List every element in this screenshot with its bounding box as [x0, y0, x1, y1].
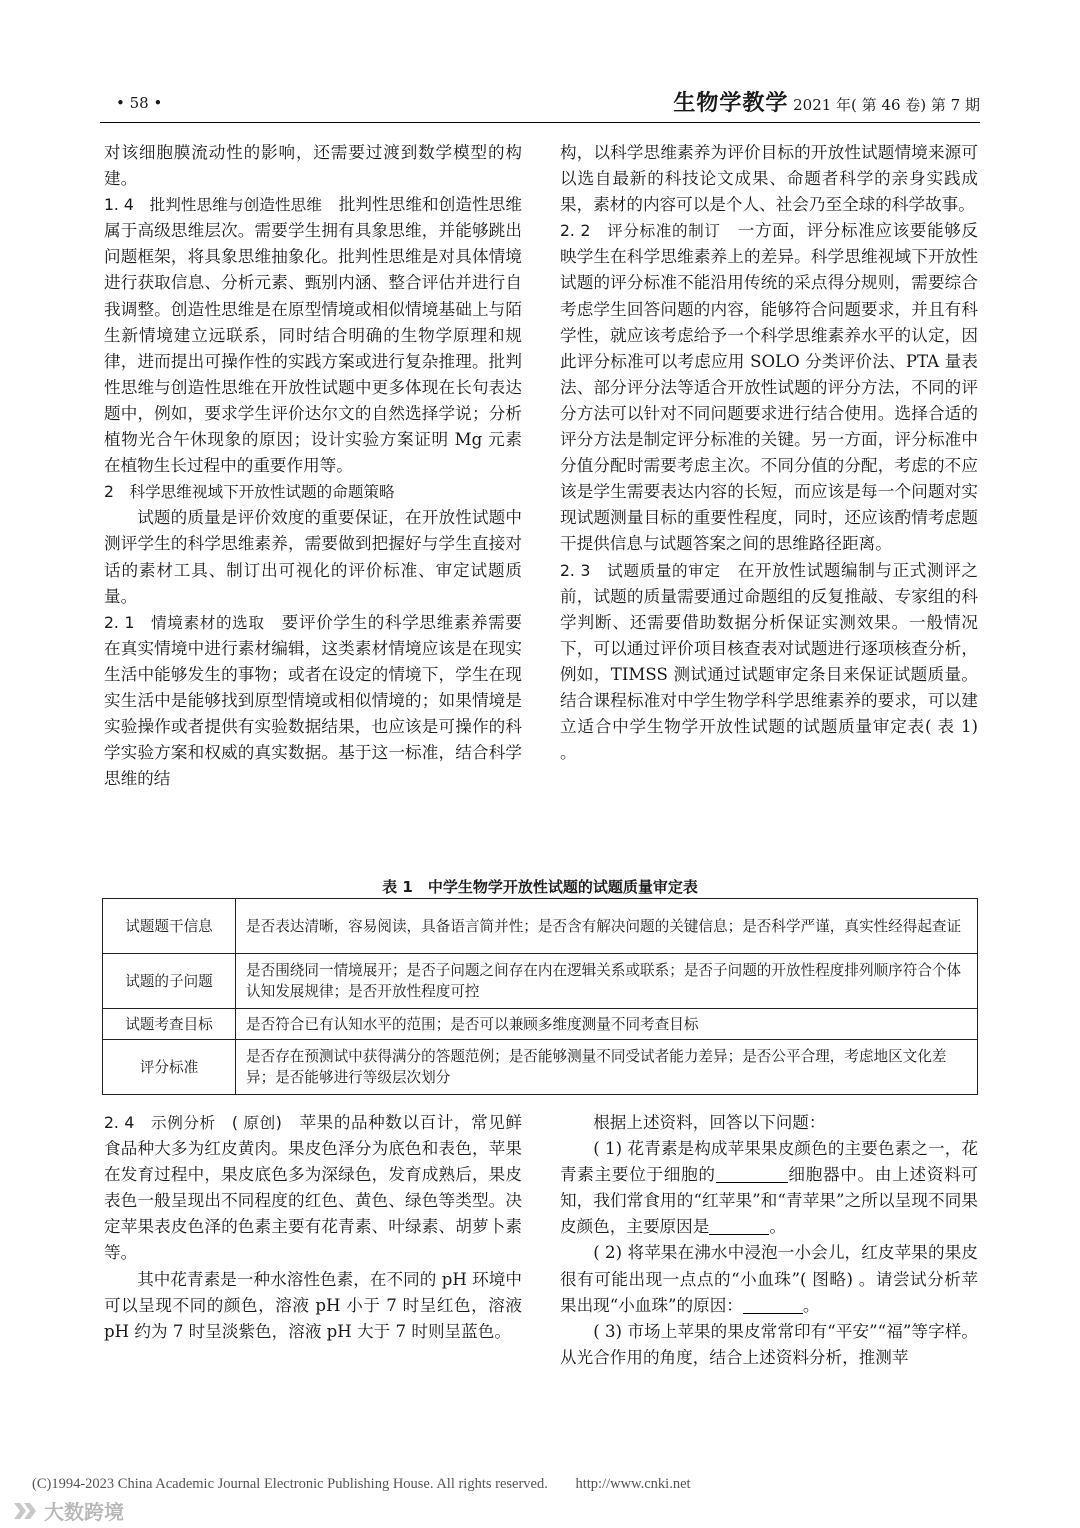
- section-2-2: [560, 218, 978, 557]
- paragraph: 对该细胞膜流动性的影响，还需要过渡到数学模型的构建。: [104, 143, 522, 189]
- section-2-3: [560, 558, 978, 767]
- table-caption: 表 1 中学生物学开放性试题的试题质量审定表: [382, 878, 698, 896]
- question-2: [560, 1240, 978, 1318]
- section-2-4: [104, 1110, 522, 1267]
- section-text: 在开放性试题编制与正式测评之前，试题的质量需要通过命题组的反复推敲、专家组的科学判断、还需要借助数据分析保证实测效果。一般情况下，可以通过评价项目核查表对试题进行逐项核查分析，例如，TIMSS 测试通过试题审定条目来保证试题质量。结合课程标准对中学生物学科学思维素养的要求，可以建立适合中学生物学开放性试题的试题质量审定表( 表 1) 。: [560, 560, 979, 763]
- copyright-footer: [32, 1476, 691, 1493]
- section-text: 苹果的品种数以百计，常见鲜食品种大多为红皮黄肉。果皮色泽分为底色和表色，苹果在发育过程中，果皮底色多为深绿色，发育成熟后，果皮表色一般呈现出不同程度的红色、黄色、绿色等类型。决定苹果表皮色泽的色素主要有花青素、叶绿素、胡萝卜素等。: [104, 1113, 522, 1263]
- table-criteria-cell: 是否围绕同一情境展开；是否子问题之间存在内在逻辑关系或联系；是否子问题的开放性程度排列顺序符合个体认知发展规律；是否开放性程度可控: [236, 954, 978, 1009]
- section-1-4: [104, 192, 522, 479]
- journal-name: 生物学教学: [673, 91, 789, 116]
- journal-info: [673, 86, 980, 117]
- section-title: 2. 3 试题质量的审定: [560, 561, 721, 580]
- question-3: ( 3) 市场上苹果的果皮常常印有“平安”“福”等字样。从光合作用的角度，结合上述资料分析，推测苹: [560, 1321, 978, 1367]
- paragraph: 试题的质量是评价效度的重要保证，在开放性试题中测评学生的科学思维素养，需要做到把握好与学生直接对话的素材工具、制订出可视化的评价标准、审定试题质量。: [104, 508, 522, 606]
- section-heading-2: 2 科学思维视域下开放性试题的命题策略: [104, 483, 395, 502]
- section-text: 批判性思维和创造性思维属于高级思维层次。需要学生拥有具象思维，并能够跳出问题框架，将具象思维抽象化。批判性思维是对具体情境进行获取信息、分析元素、甄别内涵、整合评估并进行自我调整。创造性思维是在原型情境或相似情境基础上与陌生新情境建立远联系，同时结合明确的生物学原理和规律，进而提出可操作性的实践方案或进行复杂推理。批判性思维与创造性思维在开放性试题中更多体现在长句表达题中，例如，要求学生评价达尔文的自然选择学说；分析植物光合午休现象的原因；设计实验方案证明 Mg 元素在植物生长过程中的重要作用等。: [104, 195, 523, 476]
- left-column-top: [104, 140, 522, 792]
- table-criteria-cell: 是否存在预测试中获得满分的答题范例；是否能够测量不同受试者能力差异；是否公平合理，考虑地区文化差异；是否能够进行等级层次划分: [236, 1040, 978, 1095]
- section-text: 要评价学生的科学思维素养需要在真实情境中进行素材编辑，这类素材情境应该是在现实生活中能够发生的事物；或者在设定的情境下，学生在现实生活中是能够找到原型情境或相似情境的；如果情境是实验操作或者提供有实验数据结果，也应该是可操作的科学实验方案和权威的真实数据。基于这一标准，结合科学思维的结: [104, 612, 523, 789]
- section-title: 2. 1 情境素材的选取: [104, 613, 265, 632]
- right-column-bottom: [560, 1110, 978, 1371]
- copyright-text: (C)1994-2023 China Academic Journal Electronic Publishing House. All rights reserved.: [32, 1476, 548, 1492]
- paragraph: 其中花青素是一种水溶性色素，在不同的 pH 环境中可以呈现不同的颜色，溶液 pH 小于 7 时呈红色，溶液 pH 约为 7 时呈淡紫色，溶液 pH 大于 7 时则呈蓝色。: [104, 1269, 522, 1341]
- watermark: [10, 1496, 124, 1525]
- page-number: • 58 •: [116, 94, 163, 112]
- journal-issue: 2021 年( 第 46 卷) 第 7 期: [793, 96, 980, 114]
- section-2-1: [104, 610, 522, 793]
- answer-blank[interactable]: [716, 1164, 788, 1183]
- watermark-text: 大数跨境: [44, 1500, 124, 1524]
- question-text: 。: [769, 1217, 786, 1237]
- question-1: [560, 1136, 978, 1240]
- question-text: ( 2) 将苹果在沸水中浸泡一小会儿，红皮苹果的果皮很有可能出现一点点的“小血珠”( 图略) 。请尝试分析苹果出现“小血珠”的原因：: [560, 1243, 978, 1315]
- question-text: 。: [802, 1295, 820, 1315]
- table-row: [103, 1009, 978, 1040]
- table-row: [103, 899, 978, 954]
- table-row: [103, 954, 978, 1009]
- right-column-top: [560, 140, 978, 766]
- questions-intro: 根据上述资料，回答以下问题：: [593, 1113, 826, 1132]
- section-title: 2. 2 评分标准的制订: [560, 222, 721, 241]
- table-criteria-cell: 是否符合已有认知水平的范围；是否可以兼顾多维度测量不同考查目标: [236, 1009, 978, 1040]
- table-criteria-cell: 是否表达清晰，容易阅读，具备语言简并性；是否含有解决问题的关键信息；是否科学严谨，真实性经得起查证: [236, 899, 978, 954]
- left-column-bottom: [104, 1110, 522, 1345]
- table-item-cell: 评分标准: [103, 1040, 236, 1095]
- question-text: 细胞器中。由上述资料可知，我们常食用的“红苹果”和“青苹果”之所以呈现不同果皮颜色，主要原因是: [560, 1165, 979, 1237]
- answer-blank[interactable]: [709, 1216, 769, 1235]
- table-item-cell: 试题的子问题: [103, 954, 236, 1009]
- section-text: 一方面，评分标准应该要能够反映学生在科学思维素养上的差异。科学思维视域下开放性试题的评分标准不能沿用传统的采点得分规则，需要综合考虑学生回答问题的内容，能够符合问题要求，并且有科学性，就应该考虑给予一个科学思维素养水平的认定，因此评分标准可以考虑应用 SOLO 分类评价法、PTA 量表法、部分评分法等适合开放性试题的评分方法，不同的评分方法可以针对不同问题要求进行结合使用。选择合适的评分方法是制定评分标准的关键。另一方面，评分标准中分值分配时需要考虑主次。不同分值的分配，考虑的不应该是学生需要表达内容的长短，而应该是每一个问题对实现试题测量目标的重要性程度，同时，还应该酌情考虑题干提供信息与试题答案之间的思维路径距离。: [560, 221, 979, 554]
- footer-url: http://www.cnki.net: [575, 1476, 691, 1492]
- table-item-cell: 试题题干信息: [103, 899, 236, 954]
- question-text: ( 1) 花青素是构成苹果果皮颜色的主要色素之一，花青素主要位于细胞的: [560, 1139, 978, 1185]
- section-title: 2. 4 示例分析 ( 原创): [104, 1114, 282, 1132]
- dashu-logo-icon: [10, 1499, 40, 1523]
- table-row: [103, 1040, 978, 1095]
- table-item-cell: 试题考查目标: [103, 1009, 236, 1040]
- answer-blank[interactable]: [743, 1295, 803, 1314]
- quality-review-table: [102, 898, 978, 1095]
- section-title: 1. 4 批判性思维与创造性思维: [104, 196, 322, 215]
- page-header: [100, 86, 980, 123]
- paragraph: 构，以科学思维素养为评价目标的开放性试题情境来源可以选自最新的科技论文成果、命题者科学的亲身实践成果，素材的内容可以是个人、社会乃至全球的科学故事。: [560, 143, 978, 215]
